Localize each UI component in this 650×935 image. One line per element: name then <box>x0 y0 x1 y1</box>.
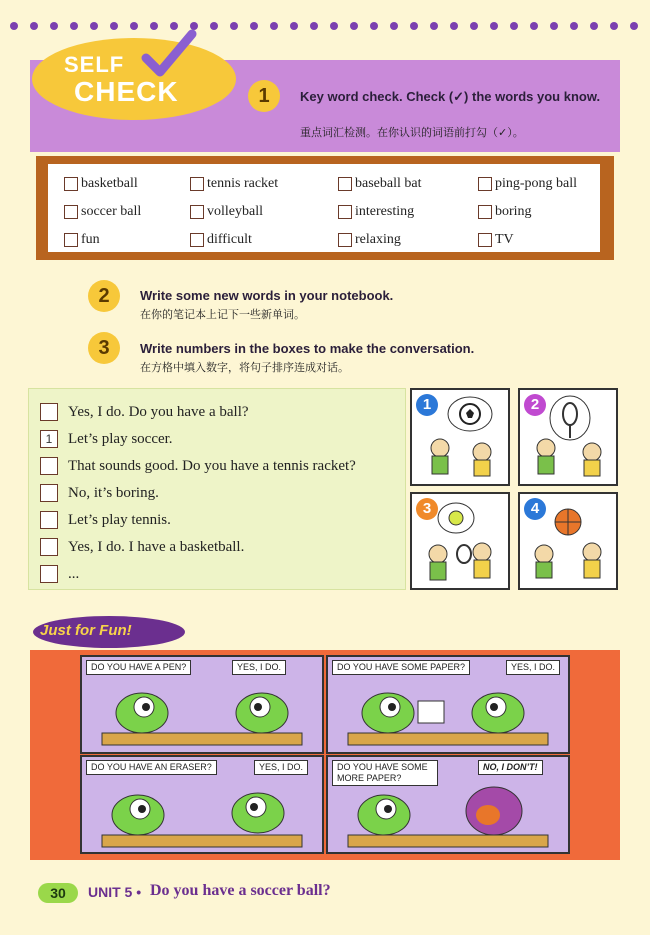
checkbox[interactable] <box>190 233 204 247</box>
picture-4 <box>518 492 618 590</box>
word-label: relaxing <box>355 232 401 247</box>
bullet: • <box>136 884 142 900</box>
checkbox[interactable] <box>478 233 492 247</box>
word-item[interactable] <box>478 204 532 220</box>
word-item[interactable] <box>338 204 414 220</box>
border-dot <box>370 22 378 30</box>
word-item[interactable] <box>190 176 278 192</box>
word-item[interactable] <box>190 204 263 220</box>
border-dot <box>590 22 598 30</box>
speech-answer: YES, I DO. <box>506 660 560 675</box>
checkbox[interactable] <box>478 205 492 219</box>
unit-title: Do you have a soccer ball? <box>150 882 331 899</box>
border-dot <box>130 22 138 30</box>
unit-label <box>88 884 141 900</box>
frog-characters-icon <box>82 757 322 852</box>
dotted-border <box>0 22 650 32</box>
line-text: Yes, I do. Do you have a ball? <box>68 403 249 420</box>
word-label: boring <box>495 204 532 219</box>
speech-answer: YES, I DO. <box>254 760 308 775</box>
word-label: difficult <box>207 232 252 247</box>
picture-number: 4 <box>524 498 546 520</box>
unit-text: UNIT 5 <box>88 884 133 900</box>
word-label: TV <box>495 232 514 247</box>
border-dot <box>430 22 438 30</box>
word-label: soccer ball <box>81 204 142 219</box>
just-for-fun-label: Just for Fun! <box>40 622 132 639</box>
self-check-title-check: CHECK <box>74 76 179 107</box>
speech-question: DO YOU HAVE SOME PAPER? <box>332 660 470 675</box>
conversation-line[interactable] <box>40 430 173 448</box>
word-item[interactable] <box>338 232 401 248</box>
comic-panel-1 <box>80 655 324 754</box>
picture-1 <box>410 388 510 486</box>
word-item[interactable] <box>478 232 514 248</box>
comic-panel-2 <box>326 655 570 754</box>
border-dot <box>50 22 58 30</box>
word-item[interactable] <box>190 232 252 248</box>
conversation-line[interactable] <box>40 403 249 421</box>
line-text: Yes, I do. I have a basketball. <box>68 538 245 555</box>
picture-number: 3 <box>416 498 438 520</box>
picture-number: 2 <box>524 394 546 416</box>
line-text: That sounds good. Do you have a tennis racket? <box>68 457 356 474</box>
word-label: baseball bat <box>355 176 422 191</box>
border-dot <box>210 22 218 30</box>
word-label: volleyball <box>207 204 263 219</box>
checkbox[interactable] <box>64 233 78 247</box>
word-item[interactable] <box>64 204 141 220</box>
word-label: interesting <box>355 204 415 219</box>
picture-2 <box>518 388 618 486</box>
comic-panel-4 <box>326 755 570 854</box>
checkbox[interactable] <box>64 205 78 219</box>
picture-number: 1 <box>416 394 438 416</box>
speech-answer: YES, I DO. <box>232 660 286 675</box>
frog-characters-icon <box>328 657 568 752</box>
task-1-number: 1 <box>248 80 280 112</box>
line-text: ... <box>68 565 80 582</box>
speech-question: DO YOU HAVE SOME MORE PAPER? <box>332 760 438 786</box>
word-item[interactable] <box>64 232 100 248</box>
word-item[interactable] <box>64 176 138 192</box>
task-2-instruction-cn: 在你的笔记本上记下一些新单词。 <box>140 308 305 321</box>
checkbox[interactable] <box>190 177 204 191</box>
word-label: fun <box>81 232 100 247</box>
border-dot <box>490 22 498 30</box>
border-dot <box>350 22 358 30</box>
border-dot <box>390 22 398 30</box>
checkbox[interactable] <box>338 205 352 219</box>
order-box[interactable] <box>40 538 58 556</box>
word-check-grid <box>48 164 600 252</box>
border-dot <box>470 22 478 30</box>
conversation-line[interactable] <box>40 484 159 502</box>
speech-question: DO YOU HAVE A PEN? <box>86 660 191 675</box>
checkbox[interactable] <box>190 205 204 219</box>
border-dot <box>250 22 258 30</box>
page-number: 30 <box>38 883 78 903</box>
border-dot <box>410 22 418 30</box>
conversation-line[interactable] <box>40 457 356 475</box>
task-3-instruction-cn: 在方格中填入数字，将句子排序连成对话。 <box>140 361 349 374</box>
word-check-box <box>36 156 614 260</box>
task-1-instruction-cn: 重点词汇检测。在你认识的词语前打勾（✓）。 <box>300 126 524 139</box>
speech-question: DO YOU HAVE AN ERASER? <box>86 760 217 775</box>
border-dot <box>530 22 538 30</box>
comic-panel-3 <box>80 755 324 854</box>
line-text: No, it’s boring. <box>68 484 159 501</box>
frog-characters-icon <box>328 757 568 852</box>
checkmark-icon <box>140 28 198 80</box>
task-2-instruction: Write some new words in your notebook. <box>140 288 394 303</box>
task-3-number: 3 <box>88 332 120 364</box>
border-dot <box>570 22 578 30</box>
task-3-instruction: Write numbers in the boxes to make the conversation. <box>140 341 475 356</box>
border-dot <box>10 22 18 30</box>
border-dot <box>450 22 458 30</box>
line-text: Let’s play soccer. <box>68 430 173 447</box>
border-dot <box>110 22 118 30</box>
checkbox[interactable] <box>478 177 492 191</box>
checkbox[interactable] <box>338 177 352 191</box>
border-dot <box>70 22 78 30</box>
word-label: ping-pong ball <box>495 176 578 191</box>
border-dot <box>270 22 278 30</box>
task-1-instruction: Key word check. Check (✓) the words you know. <box>300 89 601 104</box>
border-dot <box>230 22 238 30</box>
border-dot <box>290 22 298 30</box>
task-2-number: 2 <box>88 280 120 312</box>
checkbox[interactable] <box>64 177 78 191</box>
order-box[interactable] <box>40 511 58 529</box>
word-item[interactable] <box>478 176 577 192</box>
border-dot <box>310 22 318 30</box>
border-dot <box>330 22 338 30</box>
self-check-title-self: SELF <box>64 52 125 77</box>
checkbox[interactable] <box>338 233 352 247</box>
order-box[interactable] <box>40 565 58 583</box>
order-box[interactable] <box>40 457 58 475</box>
border-dot <box>90 22 98 30</box>
frog-characters-icon <box>82 657 322 752</box>
order-box[interactable] <box>40 484 58 502</box>
border-dot <box>550 22 558 30</box>
word-label: basketball <box>81 176 138 191</box>
border-dot <box>630 22 638 30</box>
line-text: Let’s play tennis. <box>68 511 171 528</box>
picture-3 <box>410 492 510 590</box>
border-dot <box>610 22 618 30</box>
order-box[interactable] <box>40 403 58 421</box>
conversation-line[interactable] <box>40 538 244 556</box>
conversation-line[interactable] <box>40 511 171 529</box>
order-box[interactable]: 1 <box>40 430 58 448</box>
word-label: tennis racket <box>207 176 279 191</box>
speech-answer: NO, I DON’T! <box>478 760 543 775</box>
border-dot <box>30 22 38 30</box>
border-dot <box>510 22 518 30</box>
word-item[interactable] <box>338 176 421 192</box>
conversation-line[interactable] <box>40 565 79 583</box>
